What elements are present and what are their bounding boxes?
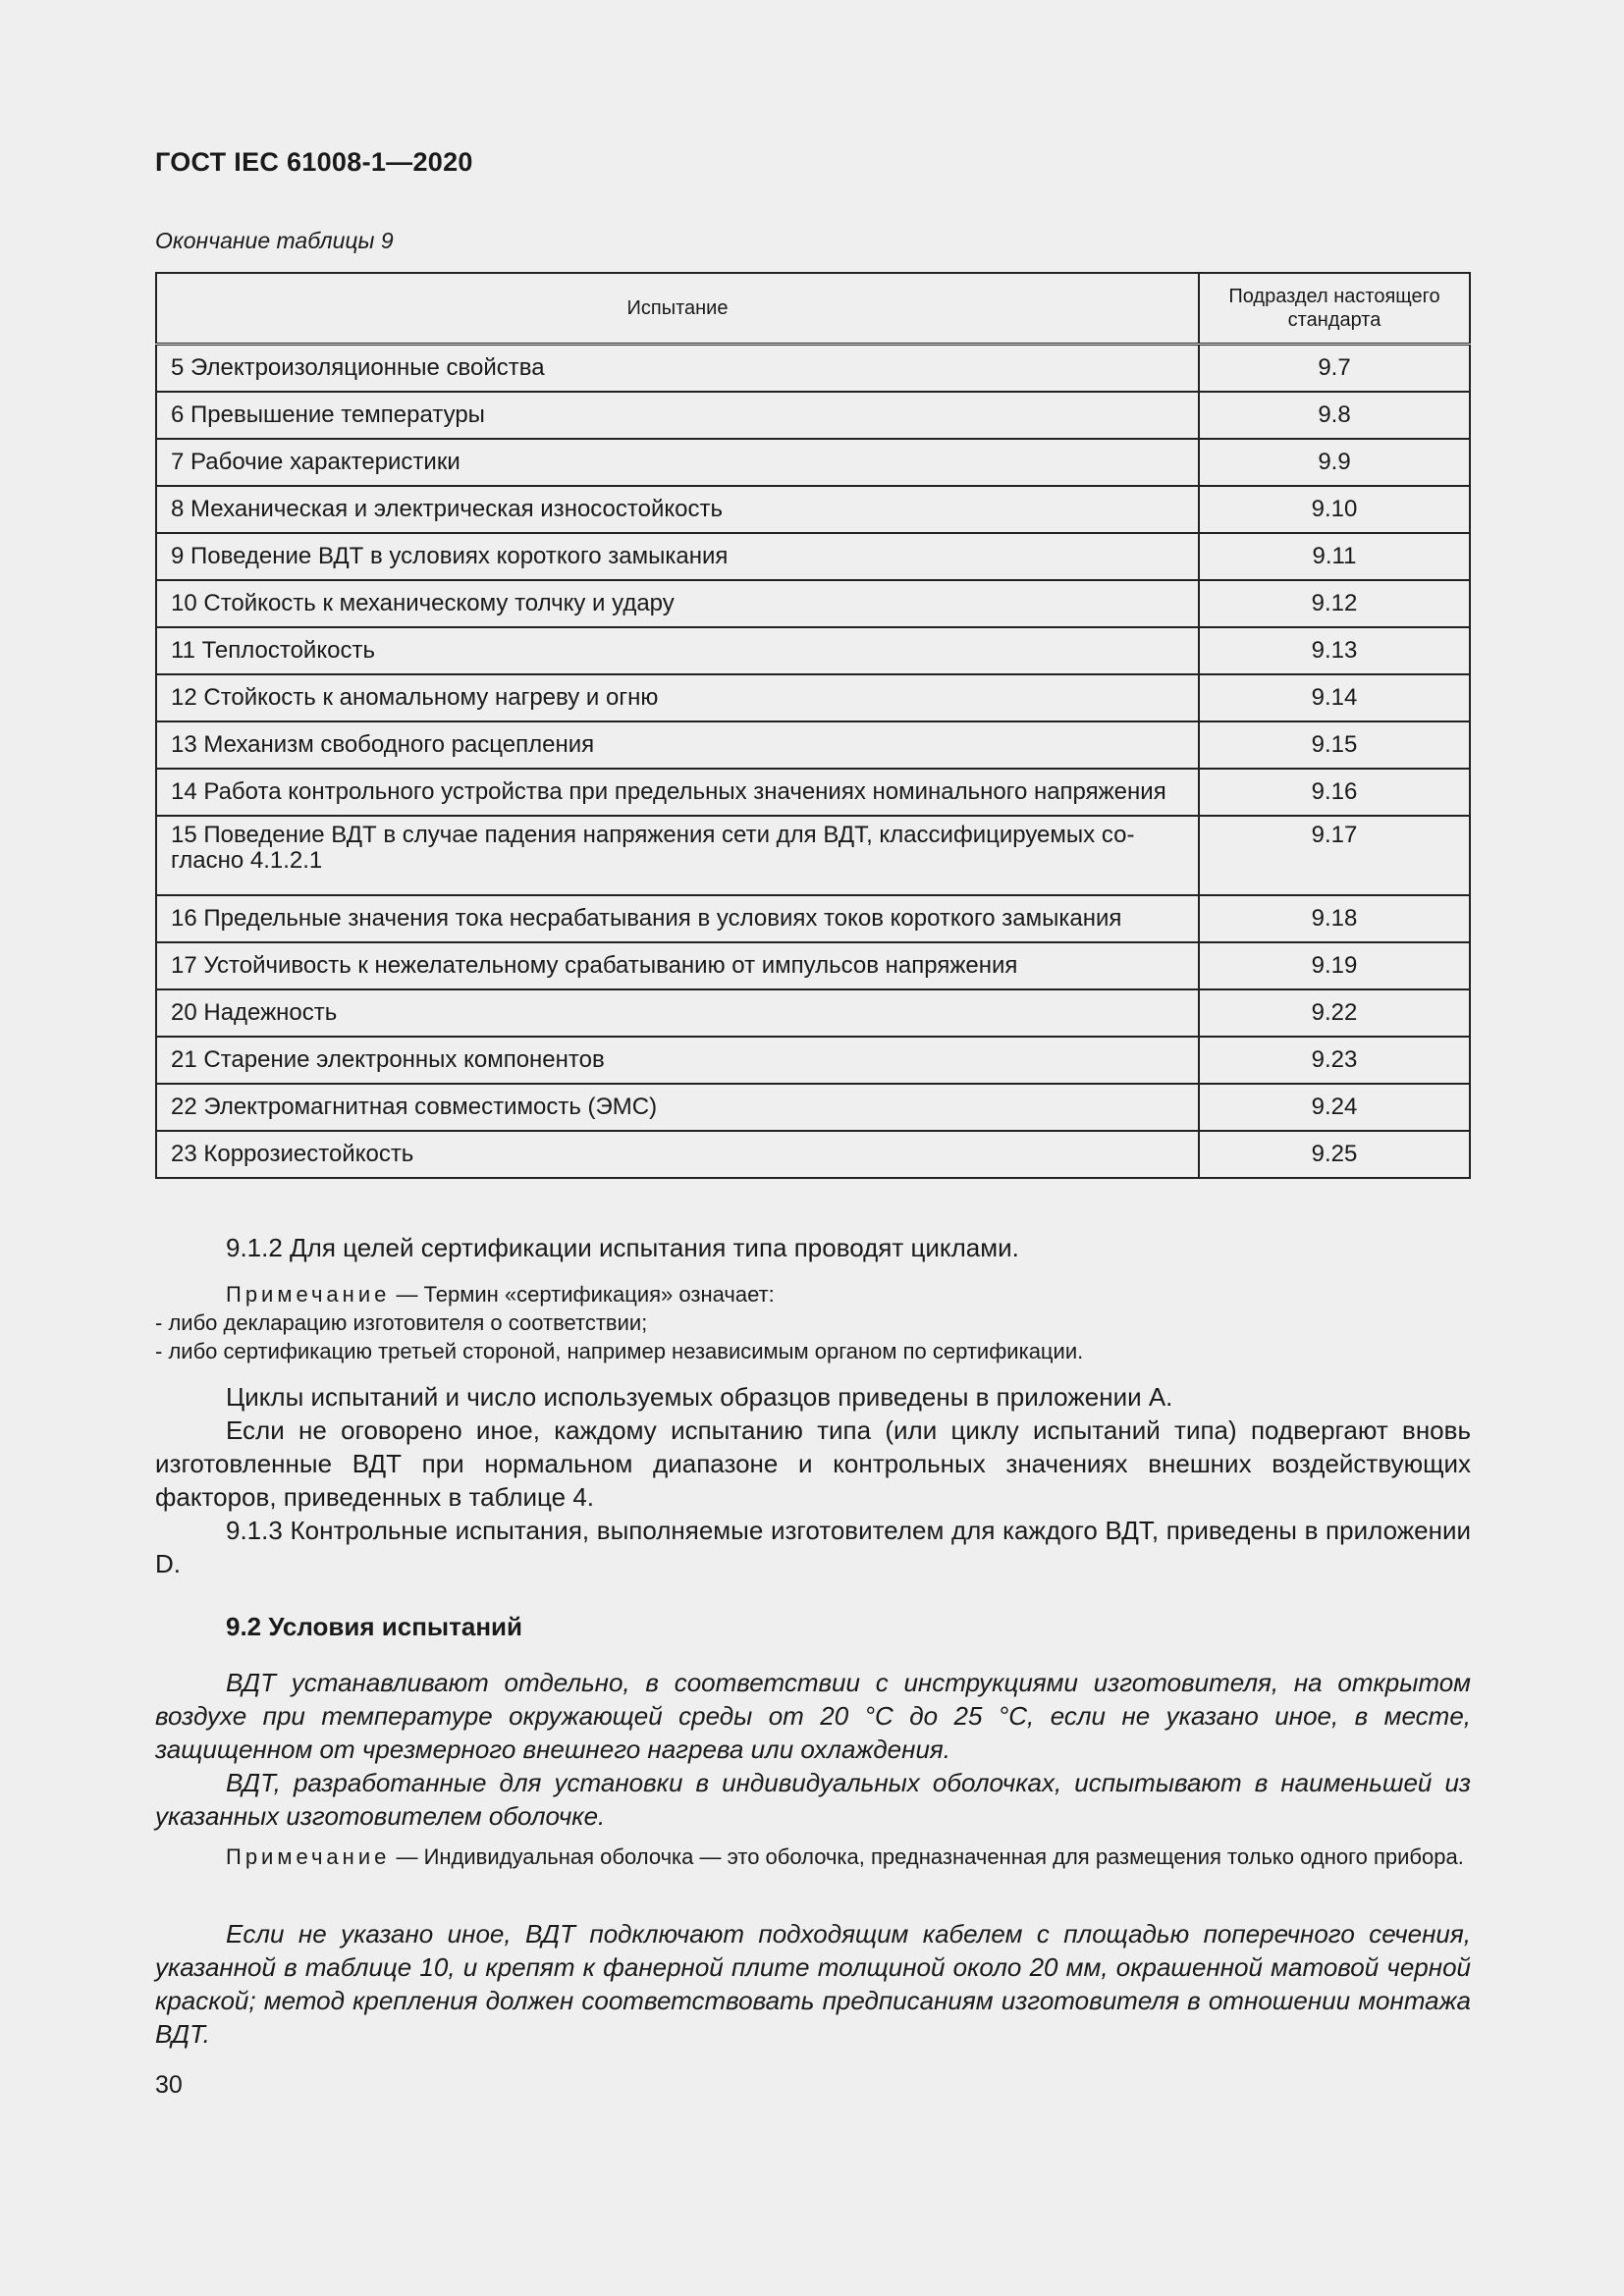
- section-cell: 9.15: [1199, 721, 1470, 769]
- section-cell: 9.12: [1199, 580, 1470, 627]
- paragraph-unless-stated: Если не оговорено иное, каждому испытанию типа (или циклу испытаний типа) подвергают вновь изготовленные ВДТ при нормальном диапазоне и контрольных значениях внешних воздействующих факторов, приведенных в таблице 4.: [155, 1415, 1471, 1512]
- table-row: [156, 769, 1470, 816]
- table-row: [156, 345, 1470, 393]
- test-cell: 16 Предельные значения тока несрабатывания в условиях токов короткого замыкания: [156, 895, 1199, 942]
- test-cell: 5 Электроизоляционные свойства: [156, 345, 1199, 393]
- note-list-item: - либо декларацию изготовителя о соответствии;: [155, 1310, 648, 1335]
- paragraph-9-1-2: 9.1.2 Для целей сертификации испытания типа проводят циклами.: [226, 1233, 1019, 1262]
- table-row: [156, 721, 1470, 769]
- section-cell: 9.22: [1199, 989, 1470, 1037]
- table-row: [156, 486, 1470, 533]
- test-cell: 22 Электромагнитная совместимость (ЭМС): [156, 1084, 1199, 1131]
- section-cell: 9.11: [1199, 533, 1470, 580]
- test-cell: 9 Поведение ВДТ в условиях короткого замыкания: [156, 533, 1199, 580]
- test-cell: 10 Стойкость к механическому толчку и удару: [156, 580, 1199, 627]
- table-row: [156, 1084, 1470, 1131]
- table-row: [156, 1131, 1470, 1178]
- table-caption: Окончание таблицы 9: [155, 228, 394, 253]
- test-cell: 7 Рабочие характеристики: [156, 439, 1199, 486]
- section-cell: 9.23: [1199, 1037, 1470, 1084]
- section-cell: 9.16: [1199, 769, 1470, 816]
- section-heading-9-2: 9.2 Условия испытаний: [226, 1612, 522, 1641]
- column-header-section: Подраздел настоящего стандарта: [1199, 273, 1470, 345]
- column-header-test: Испытание: [156, 273, 1199, 345]
- table-row: [156, 439, 1470, 486]
- note-label: Примечание: [226, 1282, 391, 1307]
- section-cell: 9.8: [1199, 392, 1470, 439]
- note-enclosure: [155, 1842, 1471, 1871]
- test-cell: 17 Устойчивость к нежелательному срабатыванию от импульсов напряжения: [156, 942, 1199, 989]
- paragraph-9-1-3: 9.1.3 Контрольные испытания, выполняемые изготовителем для каждого ВДТ, приведены в приложении D.: [155, 1516, 1471, 1578]
- page-number: 30: [155, 2071, 183, 2099]
- test-cell: 6 Превышение температуры: [156, 392, 1199, 439]
- test-cell: 20 Надежность: [156, 989, 1199, 1037]
- note-text: — Индивидуальная оболочка — это оболочка, предназначенная для размещения только одного прибора.: [390, 1844, 1464, 1869]
- document-header: ГОСТ IEC 61008-1—2020: [155, 147, 473, 177]
- paragraph-cable: Если не указано иное, ВДТ подключают подходящим кабелем с площадью поперечного сечения, указанной в таблице 10, и крепят к фанерной плите толщиной около 20 мм, окрашенной матовой черной краской; метод крепления должен соответствовать предписаниям изготовителя в отношении монтажа ВДТ.: [155, 1919, 1471, 2049]
- section-cell: 9.18: [1199, 895, 1470, 942]
- table-row: [156, 392, 1470, 439]
- test-cell: 21 Старение электронных компонентов: [156, 1037, 1199, 1084]
- test-cell: 13 Механизм свободного расцепления: [156, 721, 1199, 769]
- section-cell: 9.9: [1199, 439, 1470, 486]
- note-certification: [155, 1280, 1471, 1365]
- paragraph-cycles: Циклы испытаний и число используемых образцов приведены в приложении А.: [226, 1382, 1173, 1412]
- table-row: [156, 989, 1470, 1037]
- test-cell: 8 Механическая и электрическая износостойкость: [156, 486, 1199, 533]
- test-cell: 11 Теплостойкость: [156, 627, 1199, 674]
- section-cell: 9.17: [1199, 816, 1470, 895]
- table-row: [156, 627, 1470, 674]
- test-cell: 14 Работа контрольного устройства при предельных значениях номинального напряжения: [156, 769, 1199, 816]
- test-cell: 15 Поведение ВДТ в случае падения напряжения сети для ВДТ, классифицируемых со-гласно 4.1.2.1: [156, 816, 1199, 895]
- section-cell: 9.24: [1199, 1084, 1470, 1131]
- paragraph-installation: ВДТ устанавливают отдельно, в соответствии с инструкциями изготовителя, на открытом воздухе при температуре окружающей среды от 20 °С до 25 °С, если не указано иное, в месте, защищенном от чрезмерного внешнего нагрева или охлаждения.: [155, 1668, 1471, 1764]
- table-header-row: [156, 273, 1470, 345]
- table-row: [156, 942, 1470, 989]
- note-list-item: - либо сертификацию третьей стороной, например независимым органом по сертификации.: [155, 1339, 1084, 1363]
- paragraph-enclosure: ВДТ, разработанные для установки в индивидуальных оболочках, испытывают в наименьшей из указанных изготовителем оболочке.: [155, 1768, 1471, 1831]
- section-cell: 9.7: [1199, 345, 1470, 393]
- table-row: [156, 674, 1470, 721]
- section-cell: 9.10: [1199, 486, 1470, 533]
- section-cell: 9.19: [1199, 942, 1470, 989]
- table-row: [156, 580, 1470, 627]
- table-row: [156, 533, 1470, 580]
- table-row: [156, 895, 1470, 942]
- table-row: [156, 1037, 1470, 1084]
- test-cell: 23 Коррозиестойкость: [156, 1131, 1199, 1178]
- table-row: [156, 816, 1470, 895]
- tests-table: [155, 272, 1471, 1179]
- note-text: — Термин «сертификация» означает:: [390, 1282, 775, 1307]
- section-cell: 9.25: [1199, 1131, 1470, 1178]
- test-cell: 12 Стойкость к аномальному нагреву и огню: [156, 674, 1199, 721]
- section-cell: 9.13: [1199, 627, 1470, 674]
- section-cell: 9.14: [1199, 674, 1470, 721]
- note-label: Примечание: [226, 1844, 391, 1869]
